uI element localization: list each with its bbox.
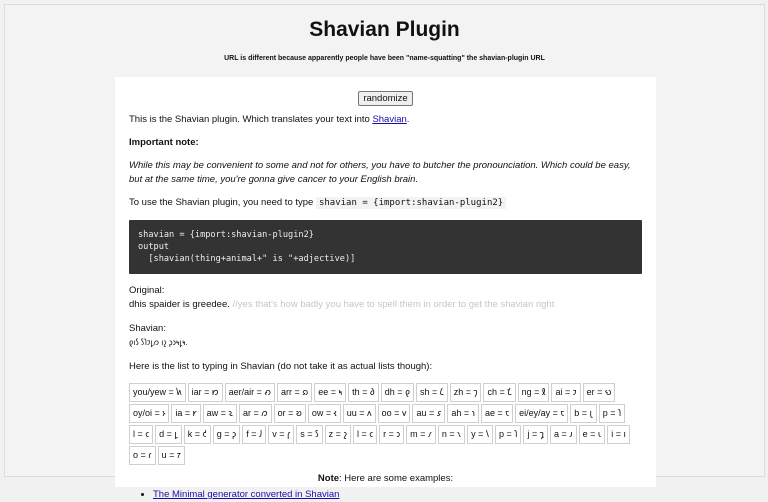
shavian-key: y = 𐑘 <box>467 425 493 444</box>
important-text: While this may be convenient to some and not for others, you have to butcher the pronounciation. Which could be easy, but at the same time, you're gonna give cancer to your English brain. <box>129 160 631 185</box>
shavian-key-list <box>129 383 642 465</box>
original-comment: //yes that's how badly you have to spell them in order to get the shavian right <box>232 299 555 310</box>
original-paragraph <box>129 298 642 312</box>
shavian-text: 𐑞𐑦𐑕 𐑕𐑐𐑲𐑛𐑼 𐑦𐑟 𐑜𐑮𐑰𐑛𐑰. <box>129 338 188 347</box>
shavian-key: s = 𐑕 <box>296 425 322 444</box>
shavian-key: er = 𐑻 <box>583 383 616 402</box>
important-heading: Important note: <box>129 137 199 148</box>
shavian-key: k = 𐑒 <box>184 425 211 444</box>
shavian-link[interactable]: Shavian <box>372 114 407 125</box>
shavian-key: r = 𐑮 <box>379 425 404 444</box>
shavian-key: a = 𐑨 <box>550 425 577 444</box>
list-item <box>153 488 642 502</box>
page-frame <box>4 4 765 500</box>
usage-paragraph <box>129 196 642 210</box>
shavian-key: ng = 𐑙 <box>518 383 550 402</box>
shavian-key: ow = 𐑬 <box>308 404 341 423</box>
shavian-key: ei/ey/ay = 𐑱 <box>515 404 568 423</box>
shavian-key: or = 𐑹 <box>274 404 306 423</box>
shavian-key: u = 𐑳 <box>158 446 185 465</box>
shavian-key: d = 𐑛 <box>155 425 182 444</box>
shavian-key: b = 𐑚 <box>570 404 597 423</box>
shavian-key: uu = 𐑵 <box>343 404 376 423</box>
shavian-key: g = 𐑜 <box>213 425 240 444</box>
examples-list <box>129 488 642 502</box>
shavian-key: zh = 𐑠 <box>450 383 482 402</box>
example-link[interactable]: The Minimal generator converted in Shavian <box>153 489 340 500</box>
shavian-key: m = 𐑥 <box>406 425 436 444</box>
shavian-key: ah = 𐑪 <box>447 404 479 423</box>
shavian-key: iar = 𐑽 <box>188 383 223 402</box>
note-text: : Here are some examples: <box>339 473 454 484</box>
code-block: shavian = {import:shavian-plugin2} output [shavian(thing+animal+" is "+adjective)] <box>129 220 642 274</box>
shavian-key: sh = 𐑖 <box>416 383 448 402</box>
shavian-key: dh = 𐑞 <box>381 383 414 402</box>
list-intro: Here is the list to typing in Shavian (do not take it as actual lists though): <box>129 361 433 372</box>
shavian-key: oy/oi = 𐑶 <box>129 404 169 423</box>
intro-paragraph <box>129 113 642 127</box>
shavian-key: f = 𐑓 <box>242 425 266 444</box>
shavian-key: e = 𐑧 <box>579 425 606 444</box>
intro-text: This is the Shavian plugin. Which translates your text into <box>129 114 373 125</box>
note-label: Note <box>317 473 340 484</box>
shavian-key: j = 𐑡 <box>523 425 548 444</box>
shavian-key: th = 𐑔 <box>348 383 379 402</box>
page-subtitle: URL is different because apparently people have been "name-squatting" the shavian-plugin URL <box>224 55 545 62</box>
note-paragraph <box>129 472 642 486</box>
original-label: Original: <box>129 285 165 296</box>
randomize-button[interactable]: randomize <box>358 91 412 106</box>
shavian-label: Shavian: <box>129 323 166 334</box>
shavian-key: i = 𐑦 <box>607 425 630 444</box>
shavian-key: ee = 𐑰 <box>314 383 346 402</box>
shavian-key: you/yew = 𐑿 <box>129 383 186 402</box>
shavian-key: arr = 𐑸 <box>277 383 312 402</box>
shavian-key: ch = 𐑗 <box>483 383 515 402</box>
shavian-key: n = 𐑯 <box>438 425 465 444</box>
shavian-key: o = 𐑩 <box>129 446 156 465</box>
shavian-key: p = 𐑐 <box>599 404 626 423</box>
content-card <box>115 77 656 500</box>
shavian-key: ae = 𐑱 <box>481 404 513 423</box>
shavian-key: l = 𐑤 <box>129 425 153 444</box>
usage-code: shavian = {import:shavian-plugin2} <box>316 197 506 209</box>
page-title: Shavian Plugin <box>309 18 460 41</box>
shavian-key: aw = 𐑷 <box>203 404 237 423</box>
original-text: dhis spaider is greedee. <box>129 299 230 310</box>
shavian-key: au = 𐑭 <box>412 404 445 423</box>
shavian-key: p = 𐑐 <box>495 425 522 444</box>
shavian-key: ia = 𐑾 <box>171 404 200 423</box>
shavian-key: z = 𐑟 <box>325 425 351 444</box>
shavian-key: ai = 𐑲 <box>551 383 580 402</box>
intro-end: . <box>406 114 410 125</box>
shavian-key: aer/air = 𐑺 <box>225 383 275 402</box>
usage-text: To use the Shavian plugin, you need to type <box>129 197 316 208</box>
shavian-key: oo = 𐑫 <box>378 404 411 423</box>
shavian-key: v = 𐑝 <box>268 425 294 444</box>
shavian-key: ar = 𐑼 <box>239 404 272 423</box>
shavian-key: l = 𐑤 <box>353 425 377 444</box>
